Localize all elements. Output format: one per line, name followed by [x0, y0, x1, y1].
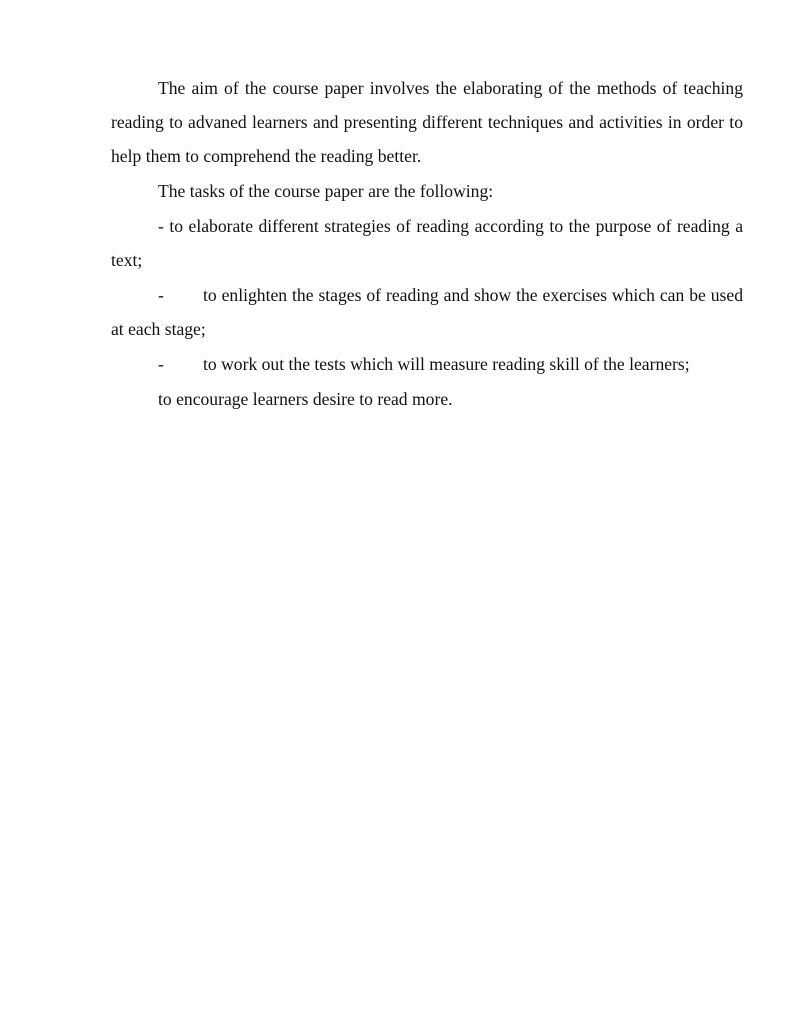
paragraph-task-strategies: - to elaborate different strategies of reading according to the purpose of reading a text; [111, 216, 743, 270]
paragraph-tasks-intro: The tasks of the course paper are the following: [158, 181, 494, 201]
list-item-dash: - [158, 285, 164, 305]
list-item-dash: - [158, 354, 164, 374]
list-item-task-stages [111, 278, 743, 346]
paragraph-course-aim: The aim of the course paper involves the elaborating of the methods of teaching reading to advaned learners and presenting different techniques and activities in order to help them to comprehend the reading better. [111, 78, 743, 166]
paragraph-task-encourage: to encourage learners desire to read more. [158, 389, 453, 409]
list-item-task-tests [111, 347, 743, 381]
list-item-text: to work out the tests which will measure reading skill of the learners; [203, 354, 690, 374]
document-body [111, 71, 743, 416]
list-item-text: to enlighten the stages of reading and show the exercises which can be used at each stage; [111, 285, 743, 339]
